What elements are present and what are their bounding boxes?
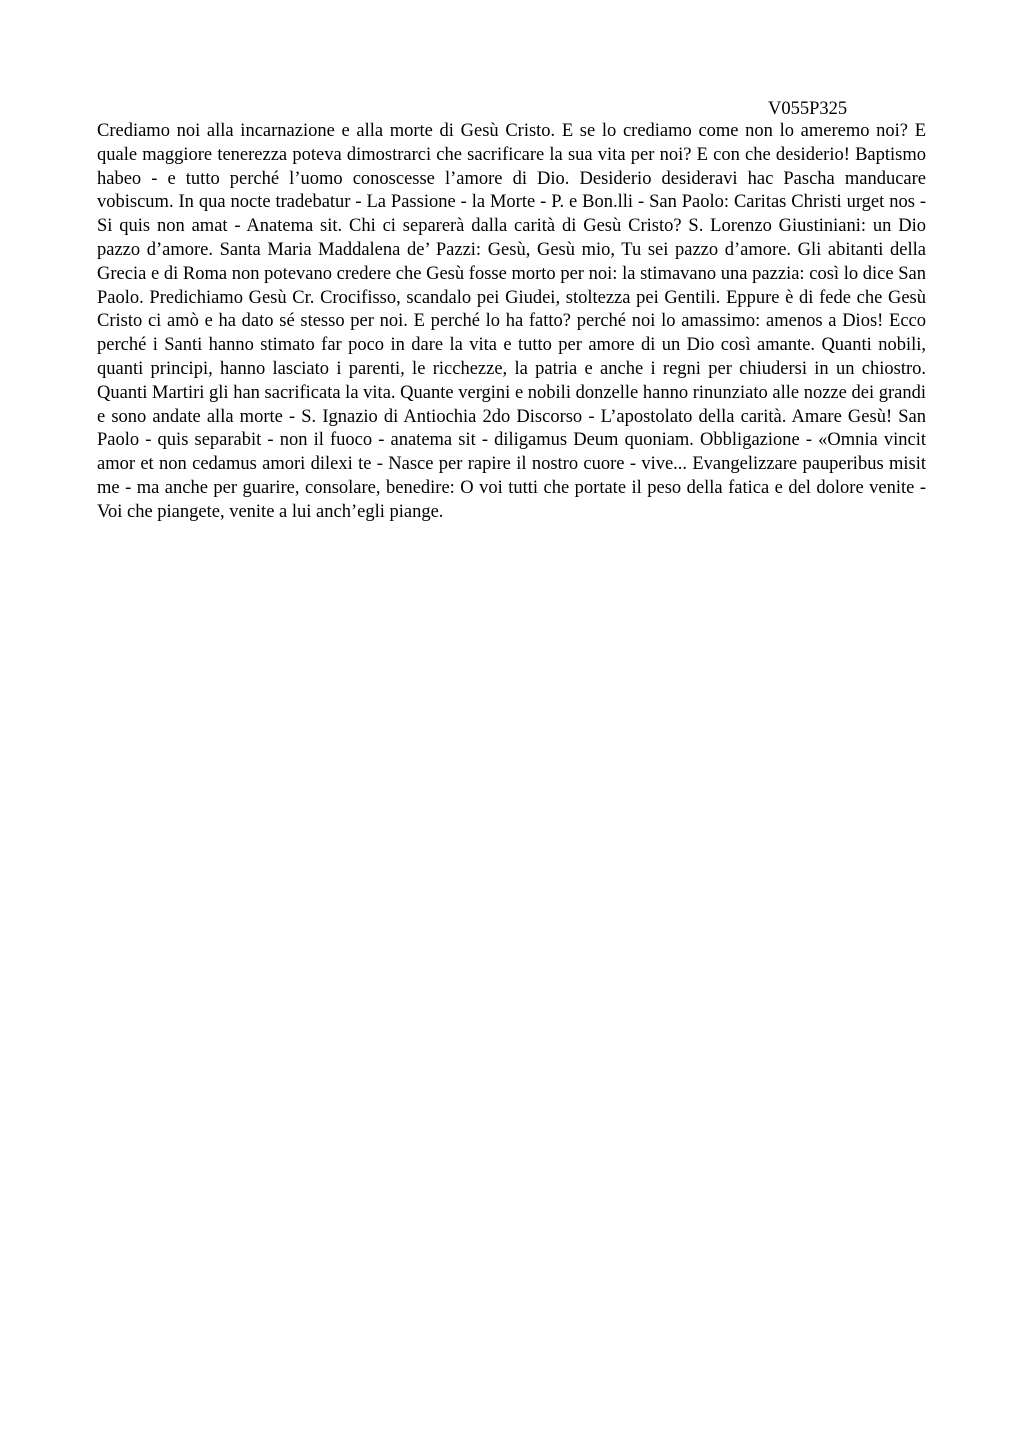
page-identifier: V055P325 [768,99,848,119]
body-paragraph: Crediamo noi alla incarnazione e alla morte di Gesù Cristo. E se lo crediamo come non lo ameremo noi? E quale maggiore tenerezza poteva dimostrarci che sacrificare la sua vita per noi? E con che desiderio! Baptismo habeo - e tutto perché l’uomo conoscesse l’amore di Dio. Desiderio desideravi hac Pascha manducare vobiscum. In qua nocte tradebatur - La Passione - la Morte - P. e Bon.lli - San Paolo: Caritas Christi urget nos - Si quis non amat - Anatema sit. Chi ci separerà dalla carità di Gesù Cristo? S. Lorenzo Giustiniani: un Dio pazzo d’amore. Santa Maria Maddalena de’ Pazzi: Gesù, Gesù mio, Tu sei pazzo d’amore. Gli abitanti della Grecia e di Roma non potevano credere che Gesù fosse morto per noi: la stimavano una pazzia: così lo dice San Paolo. Predichiamo Gesù Cr. Crocifisso, scandalo pei Giudei, stoltezza pei Gentili. Eppure è di fede che Gesù Cristo ci amò e ha dato sé stesso per noi. E perché lo ha fatto? perché noi lo amassimo: amenos a Dios! Ecco perché i Santi hanno stimato far poco in dare la vita e tutto per amore di un Dio così amante. Quanti nobili, quanti principi, hanno lasciato i parenti, le ricchezze, la patria e anche i regni per chiudersi in un chiostro. Quanti Martiri gli han sacrificata la vita. Quante vergini e nobili donzelle hanno rinunziato alle nozze dei grandi e sono andate alla morte - S. Ignazio di Antiochia 2do Discorso - L’apostolato della carità. Amare Gesù! San Paolo - quis separabit - non il fuoco - anatema sit - diligamus Deum quoniam. Obbligazione - «Omnia vincit amor et non cedamus amori dilexi te - Nasce per rapire il nostro cuore - vive... Evangelizzare pauperibus misit me - ma anche per guarire, consolare, benedire: O voi tutti che portate il peso della fatica e del dolore venite - Voi che piangete, venite a lui anch’egli piange. [97,121,926,522]
